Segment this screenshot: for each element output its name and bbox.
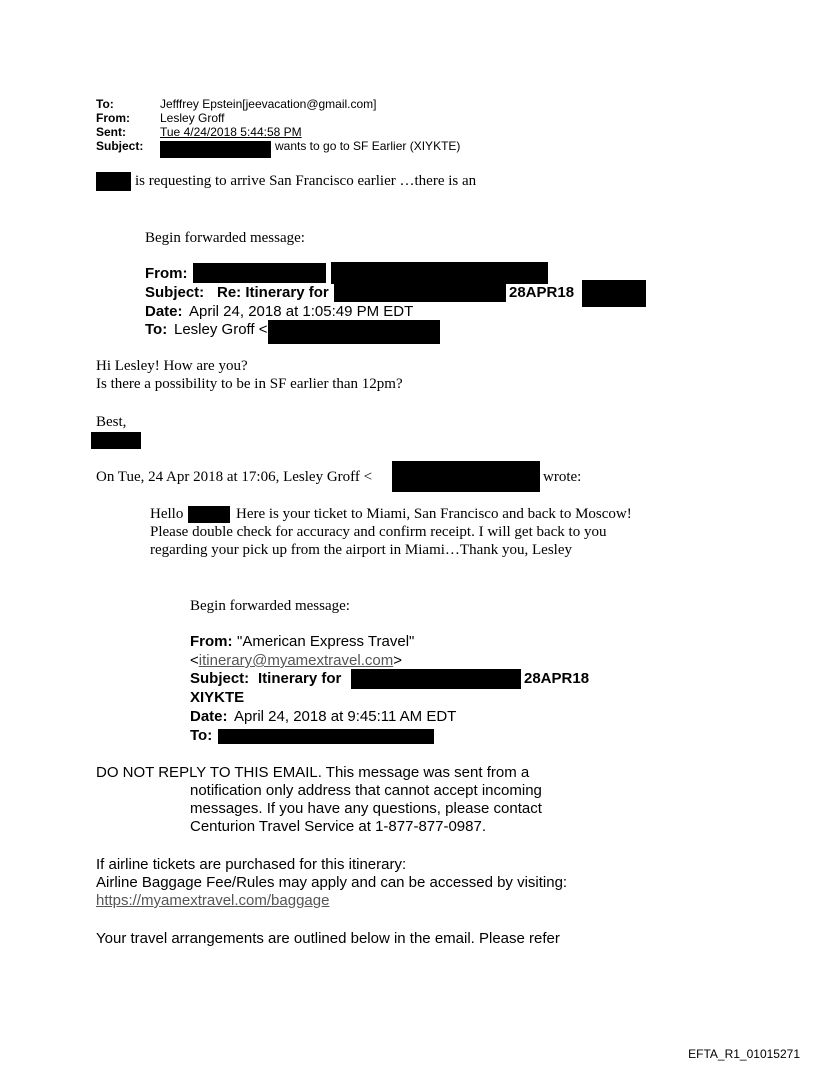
fwd2-subject-value: Itinerary for (258, 670, 342, 687)
header-subject-label: Subject: (96, 139, 144, 153)
fwd2-date-value: April 24, 2018 at 9:45:11 AM EDT (234, 708, 457, 725)
fwd1-subject-value: Re: Itinerary for (217, 284, 329, 301)
closing-line: Your travel arrangements are outlined below in the email. Please refer (96, 930, 560, 947)
fwd2-subject-label: Subject: (190, 670, 250, 687)
fwd1-subject-suffix: 28APR18 (509, 284, 575, 301)
fwd2-to-label: To: (190, 727, 213, 744)
fwd2-from-email-open: < (190, 652, 199, 669)
fwd1-date-value: April 24, 2018 at 1:05:49 PM EDT (189, 303, 414, 320)
airline-line2: Airline Baggage Fee/Rules may apply and can be accessed by visiting: (96, 874, 568, 891)
baggage-link-line (96, 892, 329, 909)
fwd2-subject-code: XIYKTE (190, 689, 245, 706)
airline-line1: If airline tickets are purchased for this itinerary: (96, 856, 407, 873)
fwd2-subject-suffix: 28APR18 (524, 670, 590, 687)
redaction-fwd1-subject-code (582, 280, 646, 307)
header-sent-value: Tue 4/24/2018 5:44:58 PM (160, 125, 302, 139)
redaction-fwd1-to-email (268, 320, 440, 344)
redaction-signature (91, 432, 141, 449)
redaction-fwd1-from-email (331, 262, 548, 284)
fwd1-subject-label: Subject: (145, 284, 205, 301)
quote-line3: regarding your pick up from the airport in Miami…Thank you, Lesley (150, 542, 572, 558)
redaction-fwd1-from-name (193, 263, 326, 283)
question-line: Is there a possibility to be in SF earlier than 12pm? (96, 376, 403, 392)
redaction-fwd2-subject (351, 669, 521, 689)
greeting-line: Hi Lesley! How are you? (96, 358, 248, 374)
quote-line1-a: Hello (150, 506, 184, 522)
fwd1-to-label: To: (145, 321, 168, 338)
redaction-fwd1-subject (334, 283, 506, 302)
redaction-quote-email (392, 461, 540, 492)
fwd2-from-label: From: (190, 633, 233, 650)
notice-line4: Centurion Travel Service at 1-877-877-0987. (190, 818, 487, 835)
fwd1-from-label: From: (145, 265, 188, 282)
document-id: EFTA_R1_01015271 (688, 1047, 800, 1061)
fwd2-heading: Begin forwarded message: (190, 598, 350, 614)
intro-line: is requesting to arrive San Francisco earlier …there is an (135, 173, 477, 189)
fwd1-heading: Begin forwarded message: (145, 230, 305, 246)
redaction-subject (160, 141, 271, 158)
fwd2-from-email-link[interactable]: itinerary@myamextravel.com (198, 652, 394, 669)
header-sent-label: Sent: (96, 125, 126, 139)
notice-line2: notification only address that cannot accept incoming (190, 782, 542, 799)
redaction-intro-name (96, 172, 131, 191)
header-to-label: To: (96, 97, 114, 111)
quote-intro-b: wrote: (543, 469, 582, 485)
baggage-link[interactable]: https://myamextravel.com/baggage (96, 892, 330, 909)
quote-line1-b: Here is your ticket to Miami, San Francisco and back to Moscow! (236, 506, 632, 522)
header-to-value: Jefffrey Epstein[jeevacation@gmail.com] (160, 97, 377, 111)
notice-line1: DO NOT REPLY TO THIS EMAIL. This message was sent from a (96, 764, 530, 781)
fwd2-from-email-close: > (393, 652, 402, 669)
header-from-value: Lesley Groff (160, 111, 225, 125)
fwd2-from-email-line (190, 652, 402, 669)
fwd2-from-value: "American Express Travel" (237, 633, 415, 650)
fwd2-date-label: Date: (190, 708, 228, 725)
quote-intro-a: On Tue, 24 Apr 2018 at 17:06, Lesley Groff < (96, 469, 373, 485)
fwd1-to-value: Lesley Groff < (174, 321, 268, 338)
signoff: Best, (96, 414, 127, 430)
redaction-fwd2-to-email (218, 729, 434, 744)
fwd1-date-label: Date: (145, 303, 183, 320)
redaction-quote-name (188, 506, 230, 523)
quote-line2: Please double check for accuracy and confirm receipt. I will get back to you (150, 524, 607, 540)
header-subject-value: wants to go to SF Earlier (XIYKTE) (275, 139, 461, 153)
notice-line3: messages. If you have any questions, please contact (190, 800, 542, 817)
header-from-label: From: (96, 111, 130, 125)
